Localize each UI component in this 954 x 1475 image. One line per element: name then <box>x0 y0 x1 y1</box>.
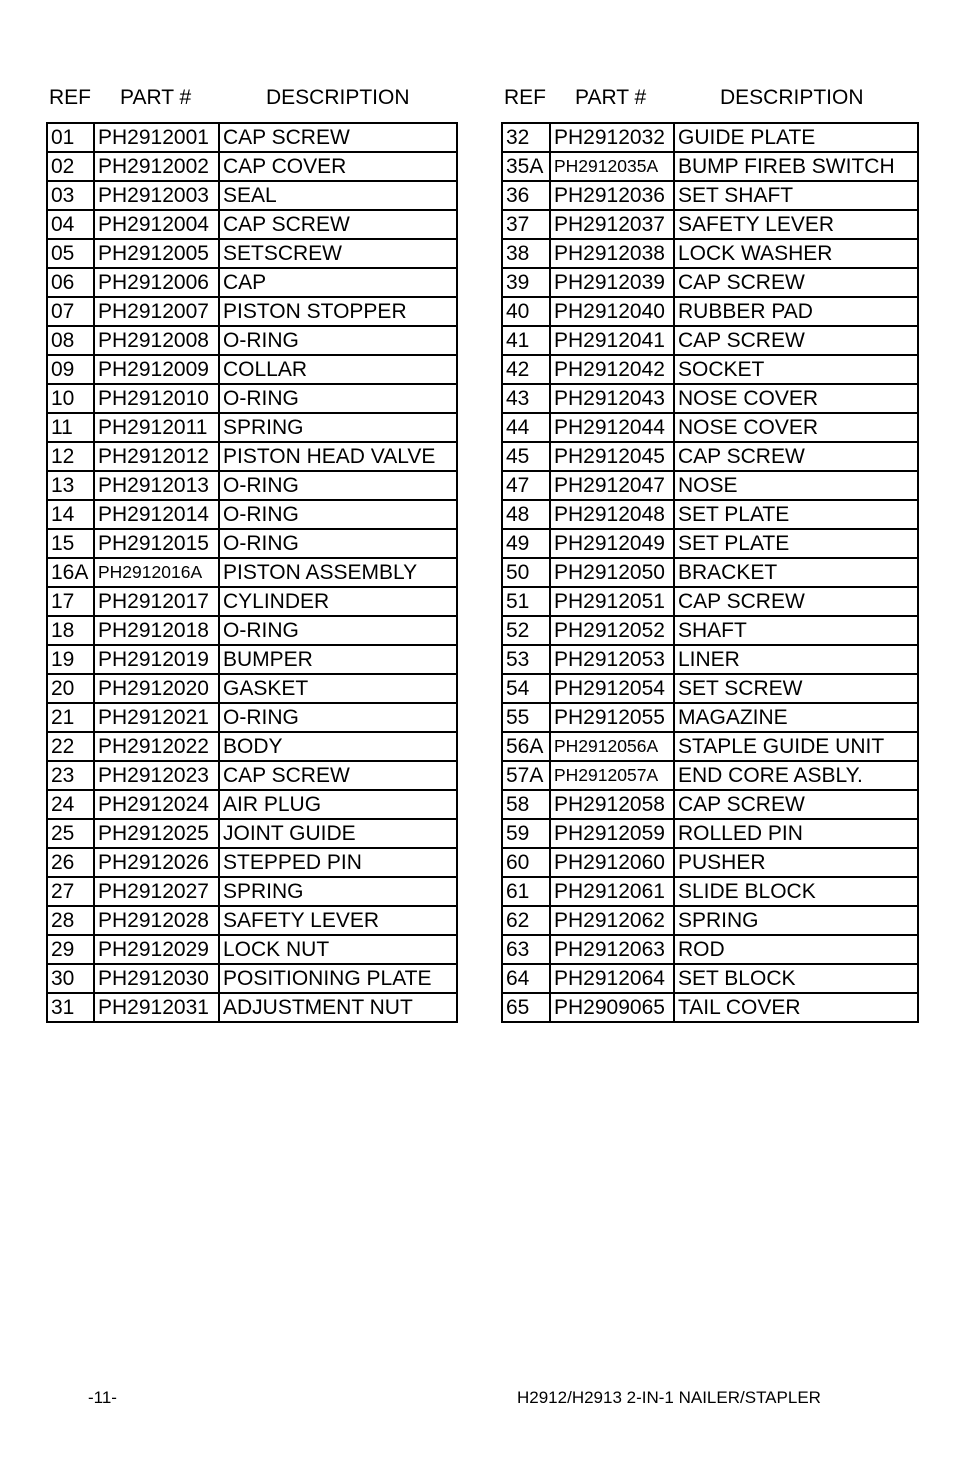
ref-cell: 26 <box>47 848 94 877</box>
table-row <box>47 297 457 326</box>
description-cell: SHAFT <box>674 616 918 645</box>
table-row <box>47 239 457 268</box>
table-row <box>47 703 457 732</box>
part-number-cell: PH2912050 <box>550 558 674 587</box>
ref-cell: 41 <box>502 326 550 355</box>
part-number-cell: PH2912035A <box>550 152 674 181</box>
table-row <box>47 558 457 587</box>
table-row <box>47 529 457 558</box>
description-cell: MAGAZINE <box>674 703 918 732</box>
header-ref: REF <box>49 86 91 109</box>
ref-cell: 09 <box>47 355 94 384</box>
ref-cell: 52 <box>502 616 550 645</box>
parts-table-right <box>501 122 919 1023</box>
part-number-cell: PH2912063 <box>550 935 674 964</box>
part-number-cell: PH2912015 <box>94 529 219 558</box>
ref-cell: 39 <box>502 268 550 297</box>
part-number-cell: PH2912055 <box>550 703 674 732</box>
part-number-cell: PH2912028 <box>94 906 219 935</box>
table-row <box>502 732 918 761</box>
ref-cell: 28 <box>47 906 94 935</box>
table-row <box>47 935 457 964</box>
ref-cell: 55 <box>502 703 550 732</box>
part-number-cell: PH2912018 <box>94 616 219 645</box>
page-number: -11- <box>88 1388 117 1407</box>
table-row <box>502 848 918 877</box>
part-number-cell: PH2912029 <box>94 935 219 964</box>
table-row <box>502 761 918 790</box>
table-row <box>502 674 918 703</box>
ref-cell: 25 <box>47 819 94 848</box>
ref-cell: 13 <box>47 471 94 500</box>
description-cell: O-RING <box>219 384 457 413</box>
description-cell: PUSHER <box>674 848 918 877</box>
description-cell: O-RING <box>219 616 457 645</box>
table-row <box>502 297 918 326</box>
part-number-cell: PH2912036 <box>550 181 674 210</box>
table-row <box>502 268 918 297</box>
ref-cell: 20 <box>47 674 94 703</box>
ref-cell: 21 <box>47 703 94 732</box>
description-cell: SPRING <box>219 877 457 906</box>
part-number-cell: PH2912030 <box>94 964 219 993</box>
description-cell: LINER <box>674 645 918 674</box>
part-number-cell: PH2912060 <box>550 848 674 877</box>
description-cell: NOSE COVER <box>674 384 918 413</box>
part-number-cell: PH2912009 <box>94 355 219 384</box>
header-description: DESCRIPTION <box>720 86 864 109</box>
table-row <box>47 906 457 935</box>
description-cell: CYLINDER <box>219 587 457 616</box>
part-number-cell: PH2912024 <box>94 790 219 819</box>
description-cell: GASKET <box>219 674 457 703</box>
ref-cell: 32 <box>502 123 550 152</box>
description-cell: CAP SCREW <box>219 761 457 790</box>
part-number-cell: PH2912021 <box>94 703 219 732</box>
table-row <box>47 674 457 703</box>
part-number-cell: PH2912062 <box>550 906 674 935</box>
description-cell: O-RING <box>219 500 457 529</box>
part-number-cell: PH2912037 <box>550 210 674 239</box>
part-number-cell: PH2912047 <box>550 471 674 500</box>
ref-cell: 27 <box>47 877 94 906</box>
ref-cell: 15 <box>47 529 94 558</box>
ref-cell: 57A <box>502 761 550 790</box>
part-number-cell: PH2912039 <box>550 268 674 297</box>
description-cell: O-RING <box>219 529 457 558</box>
description-cell: CAP SCREW <box>674 442 918 471</box>
ref-cell: 62 <box>502 906 550 935</box>
table-row <box>47 210 457 239</box>
table-row <box>502 152 918 181</box>
part-number-cell: PH2912056A <box>550 732 674 761</box>
ref-cell: 38 <box>502 239 550 268</box>
description-cell: CAP SCREW <box>219 210 457 239</box>
part-number-cell: PH2912012 <box>94 442 219 471</box>
description-cell: STAPLE GUIDE UNIT <box>674 732 918 761</box>
part-number-cell: PH2912016A <box>94 558 219 587</box>
description-cell: NOSE COVER <box>674 413 918 442</box>
part-number-cell: PH2909065 <box>550 993 674 1022</box>
description-cell: O-RING <box>219 471 457 500</box>
ref-cell: 30 <box>47 964 94 993</box>
table-row <box>47 819 457 848</box>
table-row <box>502 529 918 558</box>
ref-cell: 61 <box>502 877 550 906</box>
ref-cell: 04 <box>47 210 94 239</box>
ref-cell: 07 <box>47 297 94 326</box>
ref-cell: 37 <box>502 210 550 239</box>
table-row <box>502 123 918 152</box>
table-row <box>502 935 918 964</box>
ref-cell: 16A <box>47 558 94 587</box>
ref-cell: 35A <box>502 152 550 181</box>
table-row <box>47 732 457 761</box>
part-number-cell: PH2912022 <box>94 732 219 761</box>
description-cell: SPRING <box>674 906 918 935</box>
part-number-cell: PH2912045 <box>550 442 674 471</box>
table-row <box>502 703 918 732</box>
ref-cell: 24 <box>47 790 94 819</box>
ref-cell: 56A <box>502 732 550 761</box>
description-cell: O-RING <box>219 703 457 732</box>
description-cell: CAP SCREW <box>674 326 918 355</box>
description-cell: CAP SCREW <box>674 587 918 616</box>
ref-cell: 19 <box>47 645 94 674</box>
part-number-cell: PH2912027 <box>94 877 219 906</box>
ref-cell: 50 <box>502 558 550 587</box>
table-row <box>502 239 918 268</box>
ref-cell: 36 <box>502 181 550 210</box>
ref-cell: 63 <box>502 935 550 964</box>
description-cell: PISTON STOPPER <box>219 297 457 326</box>
description-cell: ROLLED PIN <box>674 819 918 848</box>
part-number-cell: PH2912032 <box>550 123 674 152</box>
ref-cell: 42 <box>502 355 550 384</box>
description-cell: SAFETY LEVER <box>674 210 918 239</box>
description-cell: POSITIONING PLATE <box>219 964 457 993</box>
table-row <box>502 645 918 674</box>
table-row <box>502 616 918 645</box>
table-row <box>502 819 918 848</box>
header-part-number: PART # <box>575 86 647 109</box>
table-row <box>502 877 918 906</box>
table-row <box>47 616 457 645</box>
ref-cell: 29 <box>47 935 94 964</box>
ref-cell: 05 <box>47 239 94 268</box>
description-cell: SET PLATE <box>674 500 918 529</box>
part-number-cell: PH2912025 <box>94 819 219 848</box>
ref-cell: 22 <box>47 732 94 761</box>
table-row <box>47 268 457 297</box>
description-cell: LOCK NUT <box>219 935 457 964</box>
description-cell: SEAL <box>219 181 457 210</box>
part-number-cell: PH2912042 <box>550 355 674 384</box>
description-cell: STEPPED PIN <box>219 848 457 877</box>
part-number-cell: PH2912008 <box>94 326 219 355</box>
ref-cell: 47 <box>502 471 550 500</box>
ref-cell: 43 <box>502 384 550 413</box>
description-cell: CAP COVER <box>219 152 457 181</box>
table-row <box>502 558 918 587</box>
ref-cell: 53 <box>502 645 550 674</box>
part-number-cell: PH2912005 <box>94 239 219 268</box>
part-number-cell: PH2912023 <box>94 761 219 790</box>
left-column-headers <box>46 84 456 112</box>
description-cell: SLIDE BLOCK <box>674 877 918 906</box>
ref-cell: 18 <box>47 616 94 645</box>
ref-cell: 44 <box>502 413 550 442</box>
ref-cell: 03 <box>47 181 94 210</box>
table-row <box>502 355 918 384</box>
description-cell: END CORE ASBLY. <box>674 761 918 790</box>
description-cell: SETSCREW <box>219 239 457 268</box>
description-cell: PISTON HEAD VALVE <box>219 442 457 471</box>
part-number-cell: PH2912007 <box>94 297 219 326</box>
table-row <box>47 848 457 877</box>
part-number-cell: PH2912064 <box>550 964 674 993</box>
ref-cell: 12 <box>47 442 94 471</box>
table-row <box>502 500 918 529</box>
description-cell: ROD <box>674 935 918 964</box>
description-cell: RUBBER PAD <box>674 297 918 326</box>
ref-cell: 01 <box>47 123 94 152</box>
description-cell: CAP SCREW <box>674 268 918 297</box>
ref-cell: 11 <box>47 413 94 442</box>
table-row <box>502 326 918 355</box>
table-row <box>47 413 457 442</box>
right-column-headers <box>501 84 917 112</box>
part-number-cell: PH2912006 <box>94 268 219 297</box>
description-cell: CAP <box>219 268 457 297</box>
ref-cell: 02 <box>47 152 94 181</box>
part-number-cell: PH2912043 <box>550 384 674 413</box>
table-row <box>47 123 457 152</box>
ref-cell: 31 <box>47 993 94 1022</box>
table-row <box>47 355 457 384</box>
table-row <box>502 210 918 239</box>
table-row <box>47 587 457 616</box>
ref-cell: 58 <box>502 790 550 819</box>
table-row <box>502 442 918 471</box>
ref-cell: 48 <box>502 500 550 529</box>
header-description: DESCRIPTION <box>266 86 410 109</box>
part-number-cell: PH2912014 <box>94 500 219 529</box>
part-number-cell: PH2912053 <box>550 645 674 674</box>
description-cell: LOCK WASHER <box>674 239 918 268</box>
description-cell: SAFETY LEVER <box>219 906 457 935</box>
table-row <box>47 326 457 355</box>
part-number-cell: PH2912051 <box>550 587 674 616</box>
part-number-cell: PH2912017 <box>94 587 219 616</box>
description-cell: PISTON ASSEMBLY <box>219 558 457 587</box>
ref-cell: 60 <box>502 848 550 877</box>
description-cell: TAIL COVER <box>674 993 918 1022</box>
description-cell: AIR PLUG <box>219 790 457 819</box>
table-row <box>47 877 457 906</box>
header-ref: REF <box>504 86 546 109</box>
ref-cell: 08 <box>47 326 94 355</box>
description-cell: O-RING <box>219 326 457 355</box>
table-row <box>47 993 457 1022</box>
ref-cell: 64 <box>502 964 550 993</box>
parts-table-left <box>46 122 458 1023</box>
part-number-cell: PH2912049 <box>550 529 674 558</box>
description-cell: COLLAR <box>219 355 457 384</box>
ref-cell: 59 <box>502 819 550 848</box>
table-row <box>502 964 918 993</box>
part-number-cell: PH2912001 <box>94 123 219 152</box>
description-cell: CAP SCREW <box>674 790 918 819</box>
header-part-number: PART # <box>120 86 192 109</box>
description-cell: SOCKET <box>674 355 918 384</box>
table-row <box>47 645 457 674</box>
description-cell: CAP SCREW <box>219 123 457 152</box>
footer-model-title: H2912/H2913 2-IN-1 NAILER/STAPLER <box>517 1388 821 1407</box>
part-number-cell: PH2912058 <box>550 790 674 819</box>
table-row <box>47 384 457 413</box>
description-cell: BUMPER <box>219 645 457 674</box>
ref-cell: 06 <box>47 268 94 297</box>
table-row <box>47 500 457 529</box>
table-row <box>502 181 918 210</box>
table-row <box>47 181 457 210</box>
table-row <box>502 906 918 935</box>
part-number-cell: PH2912044 <box>550 413 674 442</box>
description-cell: GUIDE PLATE <box>674 123 918 152</box>
part-number-cell: PH2912038 <box>550 239 674 268</box>
part-number-cell: PH2912011 <box>94 413 219 442</box>
table-row <box>502 790 918 819</box>
table-row <box>502 413 918 442</box>
description-cell: SPRING <box>219 413 457 442</box>
table-row <box>47 442 457 471</box>
table-row <box>502 587 918 616</box>
description-cell: NOSE <box>674 471 918 500</box>
ref-cell: 51 <box>502 587 550 616</box>
table-row <box>47 790 457 819</box>
table-row <box>502 471 918 500</box>
part-number-cell: PH2912040 <box>550 297 674 326</box>
ref-cell: 49 <box>502 529 550 558</box>
table-row <box>47 471 457 500</box>
part-number-cell: PH2912026 <box>94 848 219 877</box>
description-cell: BODY <box>219 732 457 761</box>
description-cell: SET BLOCK <box>674 964 918 993</box>
description-cell: BUMP FIREB SWITCH <box>674 152 918 181</box>
description-cell: BRACKET <box>674 558 918 587</box>
table-row <box>502 993 918 1022</box>
part-number-cell: PH2912052 <box>550 616 674 645</box>
ref-cell: 54 <box>502 674 550 703</box>
ref-cell: 65 <box>502 993 550 1022</box>
part-number-cell: PH2912061 <box>550 877 674 906</box>
description-cell: ADJUSTMENT NUT <box>219 993 457 1022</box>
ref-cell: 45 <box>502 442 550 471</box>
part-number-cell: PH2912013 <box>94 471 219 500</box>
part-number-cell: PH2912059 <box>550 819 674 848</box>
description-cell: SET SHAFT <box>674 181 918 210</box>
ref-cell: 17 <box>47 587 94 616</box>
part-number-cell: PH2912004 <box>94 210 219 239</box>
part-number-cell: PH2912054 <box>550 674 674 703</box>
part-number-cell: PH2912020 <box>94 674 219 703</box>
part-number-cell: PH2912041 <box>550 326 674 355</box>
part-number-cell: PH2912057A <box>550 761 674 790</box>
description-cell: SET PLATE <box>674 529 918 558</box>
part-number-cell: PH2912019 <box>94 645 219 674</box>
part-number-cell: PH2912002 <box>94 152 219 181</box>
description-cell: SET SCREW <box>674 674 918 703</box>
part-number-cell: PH2912010 <box>94 384 219 413</box>
ref-cell: 23 <box>47 761 94 790</box>
table-row <box>502 384 918 413</box>
part-number-cell: PH2912048 <box>550 500 674 529</box>
description-cell: JOINT GUIDE <box>219 819 457 848</box>
ref-cell: 10 <box>47 384 94 413</box>
table-row <box>47 761 457 790</box>
ref-cell: 14 <box>47 500 94 529</box>
part-number-cell: PH2912031 <box>94 993 219 1022</box>
table-row <box>47 964 457 993</box>
ref-cell: 40 <box>502 297 550 326</box>
table-row <box>47 152 457 181</box>
part-number-cell: PH2912003 <box>94 181 219 210</box>
